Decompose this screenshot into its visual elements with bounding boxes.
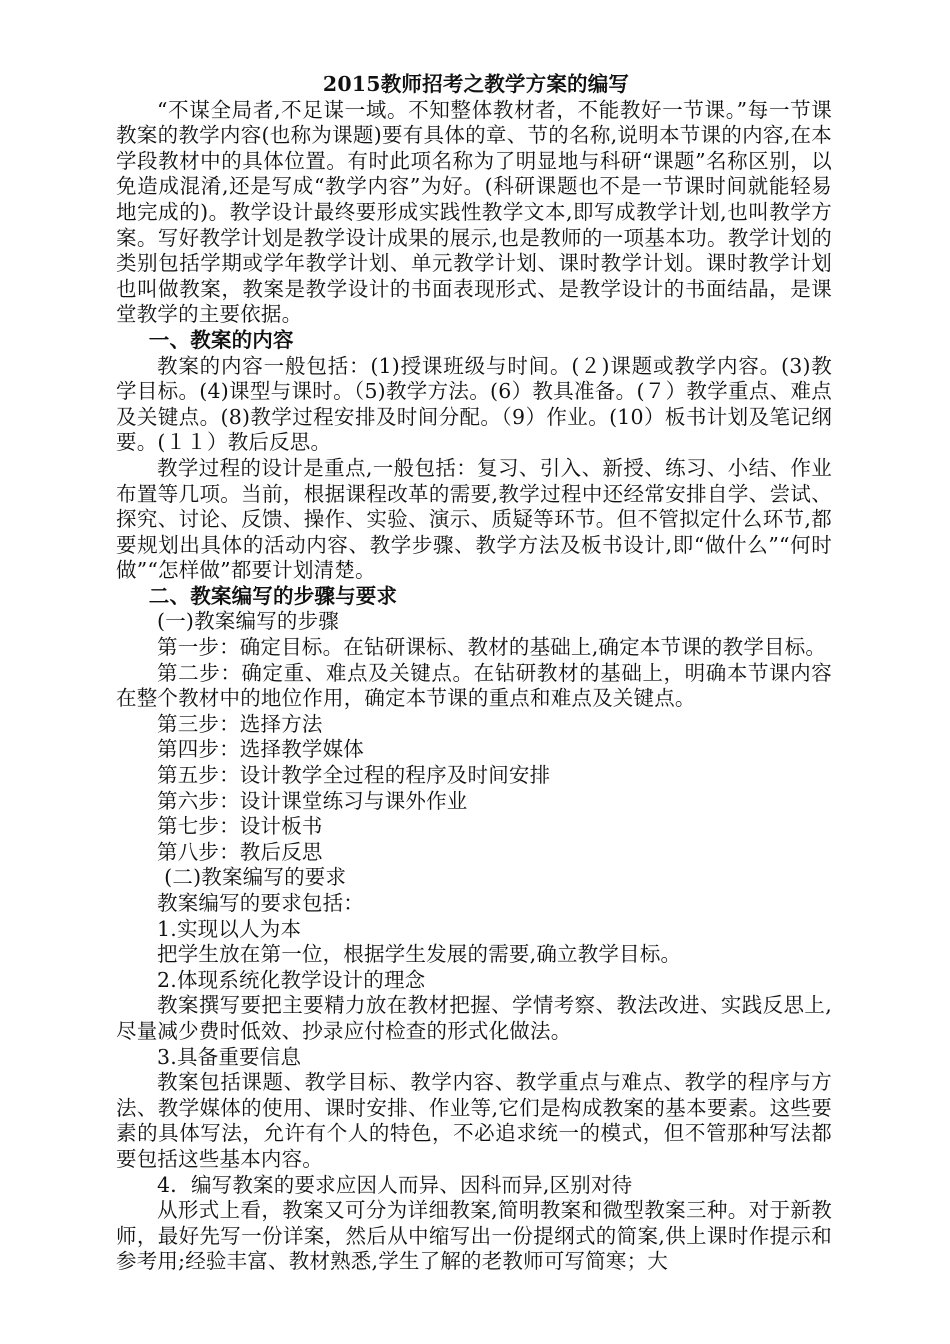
requirement-2-title: 2.体现系统化教学设计的理念 — [157, 967, 426, 992]
step-8: 第八步：教后反思 — [157, 839, 323, 864]
step-3: 第三步：选择方法 — [157, 711, 323, 736]
document-title: 2015教师招考之教学方案的编写 — [322, 72, 630, 96]
paragraph-content-list: 教案的内容一般包括：(1)授课班级与时间。(２)课题或教学内容。(3)教学目标。(4)课型与课时。（5)教学方法。(6）教具准备。(７）教学重点、难点及关键点。(8)教学过程安排及时间分配。（9）作业。(10）板书计划及笔记纲要。(１１）教后反思。 — [116, 353, 832, 455]
step-4: 第四步：选择教学媒体 — [157, 737, 364, 762]
step-7: 第七步：设计板书 — [157, 814, 323, 839]
step-1: 第一步：确定目标。在钻研课标、教材的基础上,确定本节课的教学目标。 — [157, 635, 827, 660]
subheading-steps: (一)教案编写的步骤 — [157, 609, 339, 634]
requirement-1-text: 把学生放在第一位，根据学生发展的需要,确立教学目标。 — [157, 942, 682, 967]
section-heading-content: 一、教案的内容 — [148, 327, 294, 352]
section-heading-steps: 二、教案编写的步骤与要求 — [148, 583, 398, 608]
step-5: 第五步：设计教学全过程的程序及时间安排 — [157, 763, 551, 788]
requirement-3-text: 教案包括课题、教学目标、教学内容、教学重点与难点、教学的程序与方法、教学媒体的使用、课时安排、作业等,它们是构成教案的基本要素。这些要素的具体写法，允许有个人的特色，不必追求统一的模式，但不管那种写法都要包括这些基本内容。 — [116, 1070, 832, 1171]
step-6: 第六步：设计课堂练习与课外作业 — [157, 788, 468, 813]
requirement-1-title: 1.实现以人为本 — [157, 916, 302, 941]
requirement-3-title: 3.具备重要信息 — [157, 1044, 302, 1069]
intro-paragraph: “不谋全局者,不足谋一域。不知整体教材者，不能教好一节课。”每一节课教案的教学内容(也称为课题)要有具体的章、节的名称,说明本节课的内容,在本学段教材中的具体位置。有时此项名称为了明显地与科研“课题”名称区别，以免造成混淆,还是写成“教学内容”为好。(科研课题也不是一节课时间就能轻易地完成的)。教学设计最终要形成实践性教学文本,即写成教学计划,也叫教学方案。写好教学计划是教学设计成果的展示,也是教师的一项基本功。教学计划的类别包括学期或学年教学计划、单元教学计划、课时教学计划。课时教学计划也叫做教案，教案是教学设计的书面表现形式、是教学设计的书面结晶，是课堂教学的主要依据。 — [116, 97, 832, 327]
document-page — [116, 72, 832, 1275]
requirement-4-text: 从形式上看，教案又可分为详细教案,简明教案和微型教案三种。对于新教师，最好先写一份详案，然后从中缩写出一份提纲式的简案,供上课时作提示和参考用;经验丰富、教材熟悉,学生了解的老教师可写简寒；大 — [116, 1198, 832, 1274]
paragraph-process-design: 教学过程的设计是重点,一般包括：复习、引入、新授、练习、小结、作业布置等几项。当前，根据课程改革的需要,教学过程中还经常安排自学、尝试、探究、讨论、反馈、操作、实验、演示、质疑等环节。但不管拟定什么环节,都要规划出具体的活动内容、教学步骤、教学方法及板书设计,即“做什么”“何时做”“怎样做”都要计划清楚。 — [116, 455, 832, 583]
requirement-2-text: 教案撰写要把主要精力放在教材把握、学情考察、教法改进、实践反思上,尽量减少费时低效、抄录应付检查的形式化做法。 — [116, 993, 832, 1043]
subheading-requirements: (二)教案编写的要求 — [164, 865, 347, 890]
requirement-4-title: 4．编写教案的要求应因人而异、因科而异,区别对待 — [157, 1172, 633, 1197]
requirements-intro: 教案编写的要求包括： — [157, 891, 364, 915]
step-2: 第二步：确定重、难点及关键点。在钻研教材的基础上，明确本节课内容在整个教材中的地位作用，确定本节课的重点和难点及关键点。 — [116, 660, 832, 711]
